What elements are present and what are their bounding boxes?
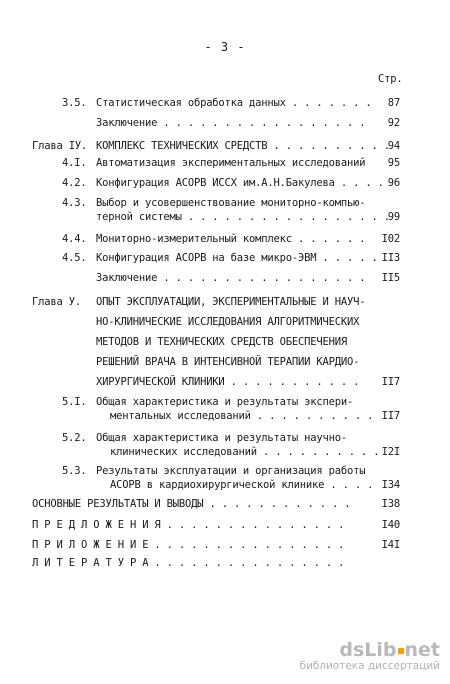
- toc-number: 5.2.: [62, 432, 87, 444]
- toc-page: II5: [381, 272, 400, 284]
- toc-page: 99: [387, 211, 400, 223]
- toc-title: Статистическая обработка данных . . . . . . .: [96, 97, 372, 109]
- toc-title: Выбор и усовершенствование мониторно-компью-: [96, 197, 366, 209]
- toc-title: П Р Е Д Л О Ж Е Н И Я . . . . . . . . . . . . . . .: [32, 519, 345, 531]
- toc-page: II3: [381, 252, 400, 264]
- toc-title: ОСНОВНЫЕ РЕЗУЛЬТАТЫ И ВЫВОДЫ . . . . . . . . . . . .: [32, 498, 351, 510]
- toc-page: 95: [387, 157, 400, 169]
- toc-number: 4.I.: [62, 157, 87, 169]
- toc-title: Конфигурация АСОРВ ИССХ им.А.Н.Бакулева . . . .: [96, 177, 384, 189]
- toc-title: ОПЫТ ЭКСПЛУАТАЦИИ, ЭКСПЕРИМЕНТАЛЬНЫЕ И НАУЧ-: [96, 296, 366, 308]
- toc-page: 87: [387, 97, 400, 109]
- toc-page: 94: [387, 140, 400, 152]
- toc-page: 92: [387, 117, 400, 129]
- toc-page: II7: [381, 410, 400, 422]
- toc-chapter-label: Глава IУ.: [32, 140, 88, 152]
- logo-dot-icon: [398, 648, 404, 654]
- watermark-tagline: библиотека диссертаций: [299, 660, 440, 672]
- toc-number: 5.3.: [62, 465, 87, 477]
- toc-page: I2I: [381, 446, 400, 458]
- toc-number: 3.5.: [62, 97, 87, 109]
- toc-number: 5.I.: [62, 396, 87, 408]
- toc-chapter-label: Глава У.: [32, 296, 81, 308]
- toc-number: 4.3.: [62, 197, 87, 209]
- toc-page: I02: [381, 233, 400, 245]
- toc-title: Мониторно-измерительный комплекс . . . . . .: [96, 233, 366, 245]
- toc-title: ментальных исследований . . . . . . . . . .: [110, 410, 374, 422]
- toc-title: Общая характеристика и результаты экспери-: [96, 396, 354, 408]
- toc-page: I4I: [381, 539, 400, 551]
- toc-title: терной системы . . . . . . . . . . . . . . . . .: [96, 211, 390, 223]
- toc-title: Заключение . . . . . . . . . . . . . . . . .: [96, 272, 366, 284]
- toc-page: II7: [381, 376, 400, 388]
- toc-title: КОМПЛЕКС ТЕХНИЧЕСКИХ СРЕДСТВ . . . . . . . . . .: [96, 140, 390, 152]
- toc-title: Общая характеристика и результаты научно-: [96, 432, 347, 444]
- toc-title: НО-КЛИНИЧЕСКИЕ ИССЛЕДОВАНИЯ АЛГОРИТМИЧЕСКИХ: [96, 316, 360, 328]
- toc-title: Л И Т Е Р А Т У Р А . . . . . . . . . . . . . . . .: [32, 557, 345, 569]
- watermark: [299, 640, 440, 673]
- toc-page: I38: [381, 498, 400, 510]
- page-number: - 3 -: [204, 40, 246, 54]
- toc-title: Автоматизация экспериментальных исследований: [96, 157, 366, 169]
- toc-title: П Р И Л О Ж Е Н И Е . . . . . . . . . . . . . . . .: [32, 539, 345, 551]
- toc-page: I40: [381, 519, 400, 531]
- toc-number: 4.2.: [62, 177, 87, 189]
- toc-number: 4.4.: [62, 233, 87, 245]
- toc-title: ХИРУРГИЧЕСКОЙ КЛИНИКИ . . . . . . . . . . .: [96, 376, 360, 388]
- toc-title: клинических исследований . . . . . . . . . .: [110, 446, 380, 458]
- toc-title: Конфигурация АСОРВ на базе микро-ЭВМ . . . . .: [96, 252, 378, 264]
- toc-page: I34: [381, 479, 400, 491]
- toc-title: РЕШЕНИЙ ВРАЧА В ИНТЕНСИВНОЙ ТЕРАПИИ КАРДИО-: [96, 356, 360, 368]
- toc-number: 4.5.: [62, 252, 87, 264]
- toc-title: Заключение . . . . . . . . . . . . . . . . .: [96, 117, 366, 129]
- toc-title: Результаты эксплуатации и организация работы: [96, 465, 366, 477]
- watermark-logo: dsLib net: [339, 639, 440, 661]
- toc-page: 96: [387, 177, 400, 189]
- page-column-header: Стр.: [378, 73, 403, 85]
- toc-title: МЕТОДОВ И ТЕХНИЧЕСКИХ СРЕДСТВ ОБЕСПЕЧЕНИЯ: [96, 336, 347, 348]
- toc-title: АСОРВ в кардиохирургической клинике . . . .: [110, 479, 374, 491]
